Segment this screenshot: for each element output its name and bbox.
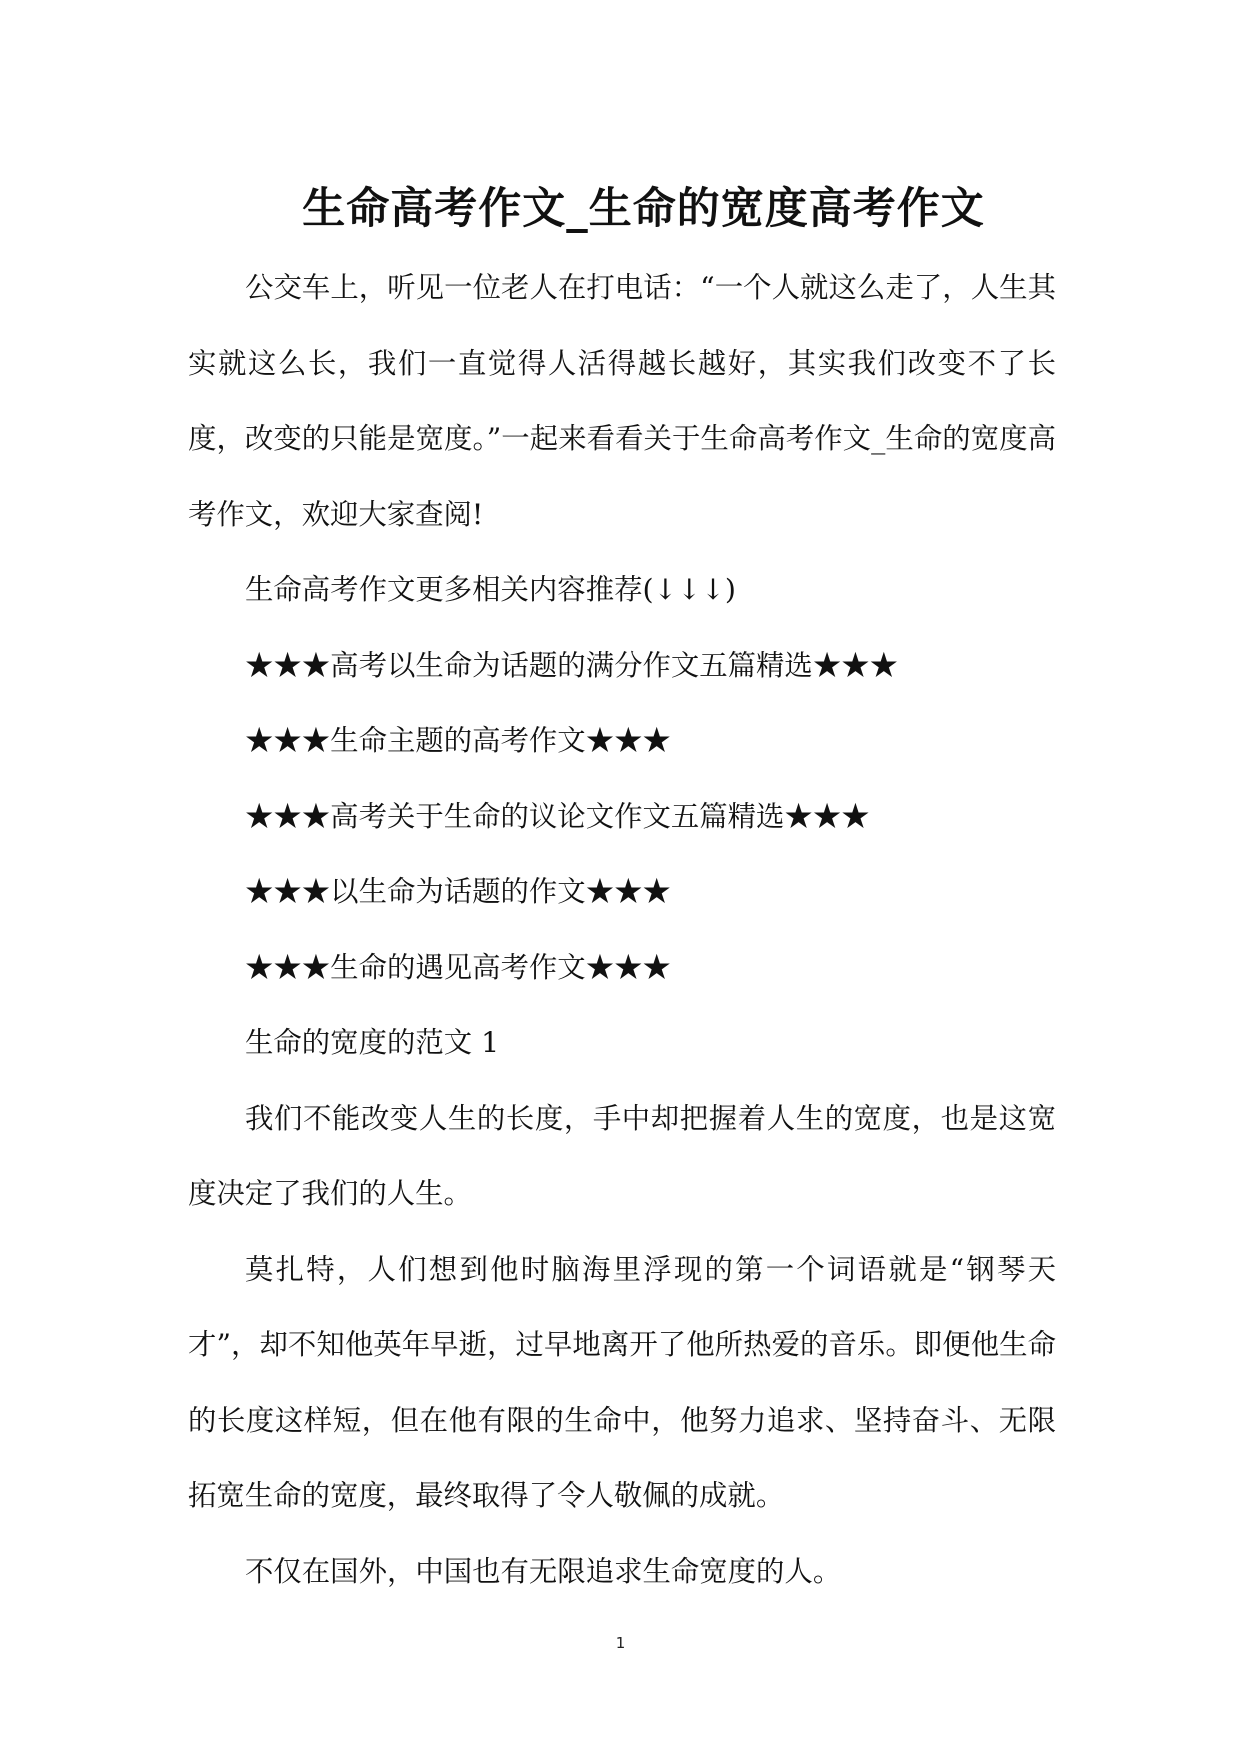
- recommend-link-4[interactable]: ★★★以生命为话题的作文★★★: [245, 875, 671, 908]
- recommend-link-3[interactable]: ★★★高考关于生命的议论文作文五篇精选★★★: [245, 799, 870, 833]
- recommend-heading: 生命高考作文更多相关内容推荐(↓↓↓): [245, 573, 736, 606]
- body-paragraph: 莫扎特，人们想到他时脑海里浮现的第一个词语就是“钢琴天才”，却不知他英年早逝，过早地离开了他所热爱的音乐。即便他生命的长度这样短，但在他有限的生命中，他努力追求、坚持奋斗、无限拓宽生命的宽度，最终取得了令人敬佩的成就。: [188, 1252, 1056, 1512]
- section-heading: 生命的宽度的范文 1: [245, 1026, 500, 1059]
- body-paragraph: 不仅在国外，中国也有无限追求生命宽度的人。: [245, 1554, 842, 1588]
- recommend-link-2[interactable]: ★★★生命主题的高考作文★★★: [245, 724, 671, 757]
- recommend-link-5[interactable]: ★★★生命的遇见高考作文★★★: [245, 950, 671, 984]
- body-paragraph: 我们不能改变人生的长度，手中却把握着人生的宽度，也是这宽度决定了我们的人生。: [188, 1101, 1056, 1210]
- intro-paragraph: 公交车上，听见一位老人在打电话：“一个人就这么走了，人生其实就这么长，我们一直觉得人活得越长越好，其实我们改变不了长度，改变的只能是宽度。”一起来看看关于生命高考作文_生命的宽度高考作文，欢迎大家查阅!: [188, 271, 1056, 531]
- page-number: 1: [615, 1634, 626, 1652]
- recommend-link-1[interactable]: ★★★高考以生命为话题的满分作文五篇精选★★★: [245, 648, 898, 682]
- document-body: [188, 250, 1056, 1609]
- page-title: 生命高考作文_生命的宽度高考作文: [302, 183, 985, 234]
